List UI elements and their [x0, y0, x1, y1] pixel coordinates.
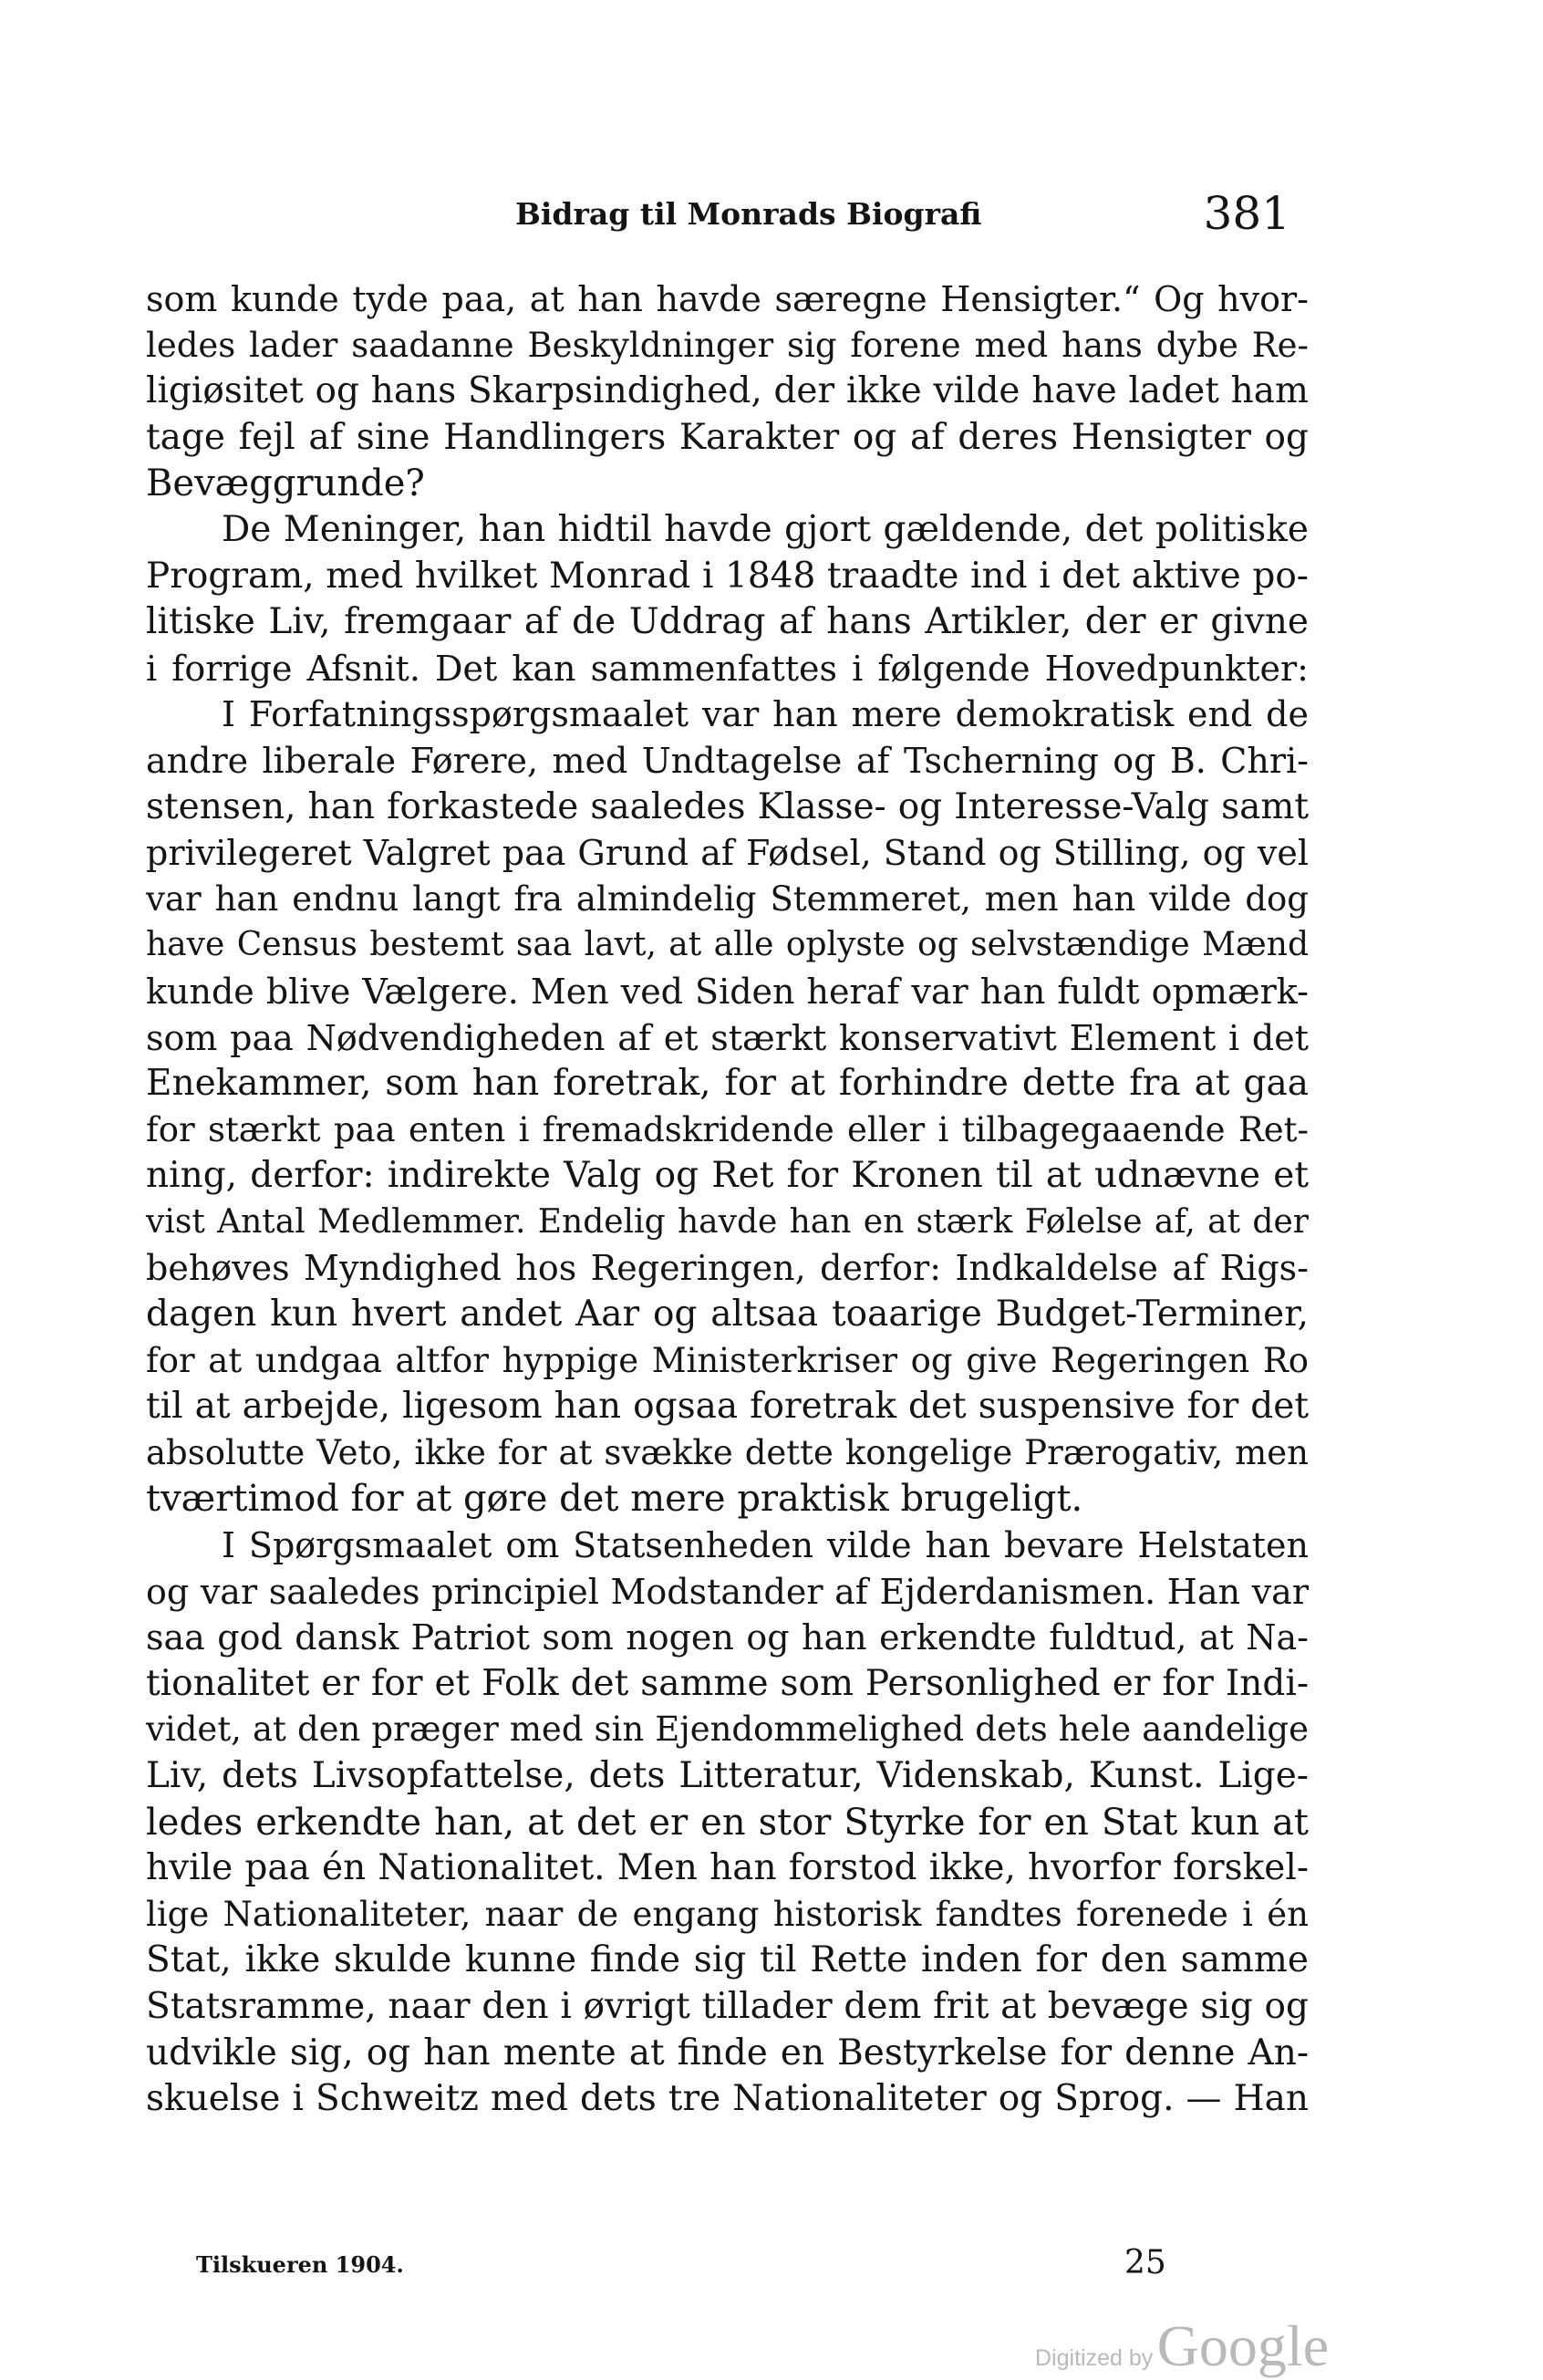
- text-line: vist Antal Medlemmer. Endelig havde han en stærk Følelse af, at der: [146, 1202, 1309, 1241]
- text-line: ligiøsitet og hans Skarpsindighed, der ikke vilde have ladet ham: [146, 370, 1309, 412]
- text-line: udvikle sig, og han mente at finde en Bestyrkelse for denne An-: [146, 2032, 1309, 2073]
- text-line: for at undgaa altfor hyppige Ministerkriser og give Regeringen Ro: [146, 1340, 1309, 1380]
- text-line: lige Nationaliteter, naar de engang historisk fandtes forenede i én: [146, 1894, 1309, 1934]
- text-line: behøves Myndighed hos Regeringen, derfor: Indkaldelse af Rigs-: [146, 1248, 1309, 1289]
- text-line: litiske Liv, fremgaar af de Uddrag af hans Artikler, der er givne: [146, 601, 1309, 643]
- text-line: Liv, dets Livsopfattelse, dets Litteratur, Videnskab, Kunst. Lige-: [146, 1755, 1309, 1796]
- text-line: Statsramme, naar den i øvrigt tillader dem frit at bevæge sig og: [146, 1985, 1309, 2027]
- text-line: for stærkt paa enten i fremadskridende eller i tilbagegaaende Ret-: [146, 1109, 1309, 1149]
- text-line: saa god dansk Patriot som nogen og han erkendte fuldtud, at Na-: [146, 1617, 1309, 1658]
- text-line: i forrige Afsnit. Det kan sammenfattes i følgende Hovedpunkter:: [146, 648, 1309, 689]
- text-line: absolutte Veto, ikke for at svække dette kongelige Prærogativ, men: [146, 1432, 1309, 1472]
- text-line: og var saaledes principiel Modstander af Ejderdanismen. Han var: [146, 1571, 1309, 1612]
- text-line: som kunde tyde paa, at han havde særegne Hensigter.“ Og hvor-: [146, 279, 1309, 319]
- text-line: I Forfatningsspørgsmaalet var han mere demokratisk end de: [222, 694, 1309, 735]
- sheet-number: 25: [1124, 2244, 1166, 2281]
- text-line: ledes erkendte han, at det er en stor Styrke for en Stat kun at: [146, 1801, 1309, 1844]
- text-line: andre liberale Førere, med Undtagelse af Tscherning og B. Chri-: [146, 740, 1309, 781]
- text-line: var han endnu langt fra almindelig Stemmeret, men han vilde dog: [146, 878, 1309, 919]
- text-line: tage fejl af sine Handlingers Karakter og af deres Hensigter og: [146, 416, 1309, 458]
- text-line: Stat, ikke skulde kunne finde sig til Rette inden for den samme: [146, 1939, 1309, 1981]
- watermark-brand: Google: [1156, 2313, 1330, 2378]
- text-line: Bevæggrunde?: [146, 462, 425, 505]
- text-line: Program, med hvilket Monrad i 1848 traadte ind i det aktive po-: [146, 555, 1309, 597]
- text-line: stensen, han forkastede saaledes Klasse- og Interesse-Valg samt: [146, 785, 1309, 827]
- text-line: De Meninger, han hidtil havde gjort gældende, det politiske: [222, 508, 1309, 550]
- text-line: Enekammer, som han foretrak, for at forhindre dette fra at gaa: [146, 1063, 1309, 1105]
- text-line: ledes lader saadanne Beskyldninger sig forene med hans dybe Re-: [146, 325, 1309, 365]
- text-line: privilegeret Valgret paa Grund af Fødsel, Stand og Stilling, og vel: [146, 833, 1309, 874]
- text-line: tionalitet er for et Folk det samme som Personlighed er for Indi-: [146, 1662, 1309, 1704]
- page-number: 381: [1203, 187, 1290, 240]
- text-line: ning, derfor: indirekte Valg og Ret for Kronen til at udnævne et: [146, 1155, 1309, 1197]
- text-line: videt, at den præger med sin Ejendommelighed dets hele aandelige: [146, 1710, 1309, 1750]
- text-line: skuelse i Schweitz med dets tre Nationaliteter og Sprog. — Han: [146, 2078, 1309, 2120]
- text-line: som paa Nødvendigheden af et stærkt konservativt Element i det: [146, 1017, 1309, 1058]
- page-footer: [196, 2244, 1199, 2290]
- sheet-signature: Tilskueren 1904.: [196, 2251, 404, 2278]
- text-line: kunde blive Vælgere. Men ved Siden heraf var han fuldt opmærk-: [146, 971, 1309, 1012]
- page-header: [146, 187, 1290, 251]
- running-head: Bidrag til Monrads Biografi: [515, 196, 982, 232]
- watermark-prefix: Digitized by: [1035, 2345, 1154, 2371]
- digitized-watermark: [1035, 2312, 1329, 2380]
- text-line: hvile paa én Nationalitet. Men han forstod ikke, hvorfor forskel-: [146, 1847, 1309, 1889]
- text-line: I Spørgsmaalet om Statsenheden vilde han bevare Helstaten: [222, 1525, 1309, 1566]
- text-line: have Census bestemt saa lavt, at alle oplyste og selvstændige Mænd: [146, 926, 1309, 964]
- text-line: dagen kun hvert andet Aar og altsaa toaarige Budget-Terminer,: [146, 1294, 1309, 1336]
- body-text: [146, 276, 1309, 2123]
- text-line: til at arbejde, ligesom han ogsaa foretrak det suspensive for det: [146, 1386, 1309, 1428]
- text-line: tværtimod for at gøre det mere praktisk brugeligt.: [146, 1478, 1083, 1521]
